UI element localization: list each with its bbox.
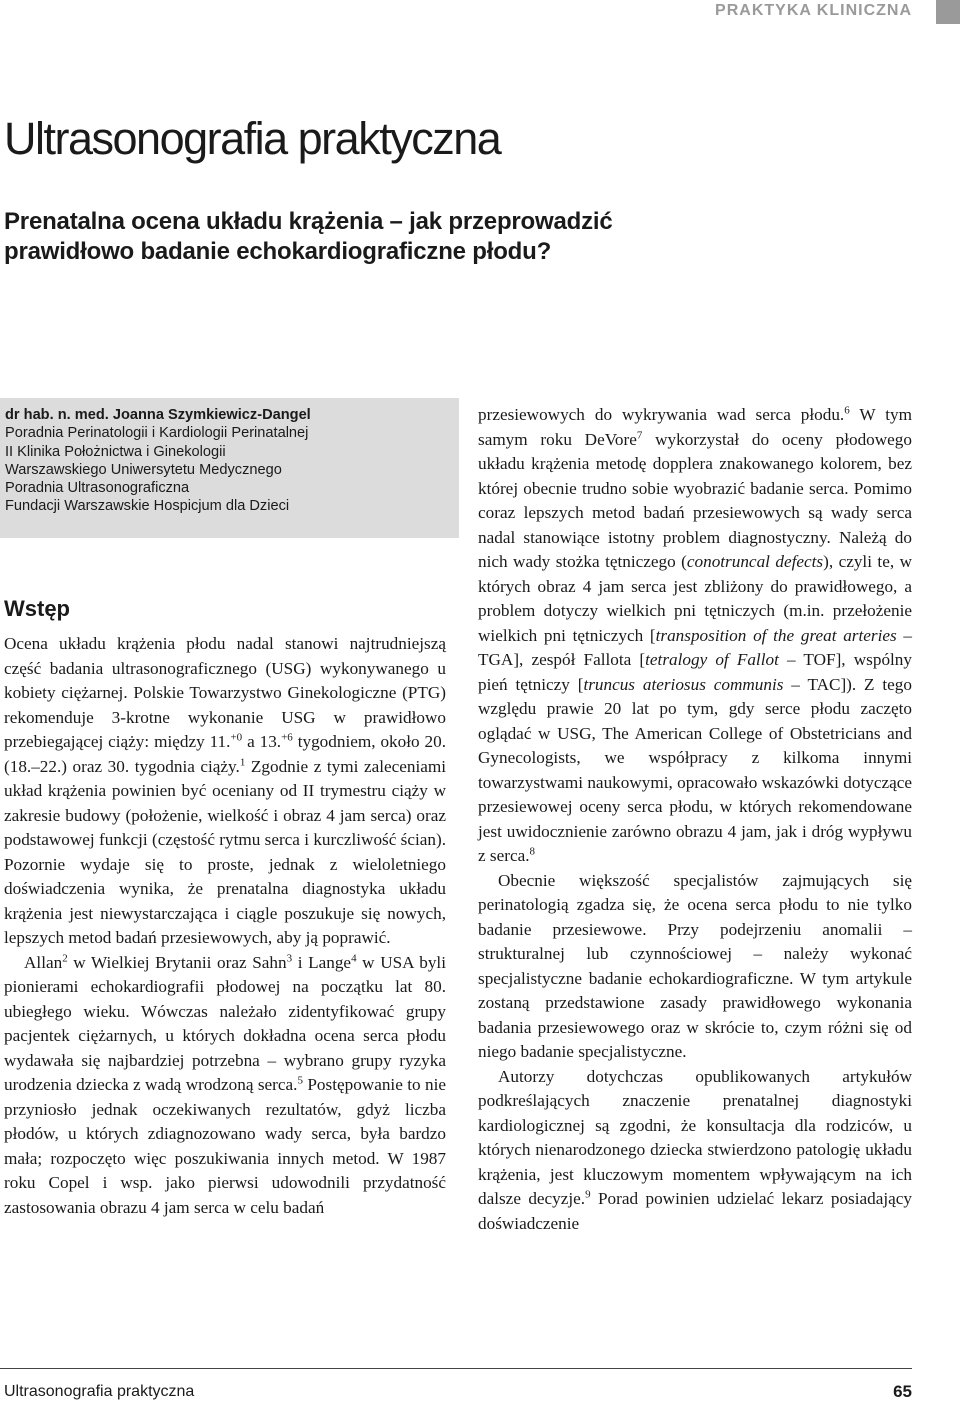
paragraph: przesiewowych do wykrywania wad serca płodu.$^6$ W tym samym roku DeVore$^7$ wykorzystał do oceny płodowego układu krążenia metodę dopplera znakowanego kolorem, bez której obecnie trudno sobie wyobrazić badanie serca. Pomimo coraz lepszych metod badań przesiewowych są wady serca nadal stanowiące istotny problem diagnostyczny. Należą do nich wady stożka tętniczego (conotruncal defects), czyli te, w których obraz 4 jam serca jest zbliżony do prawidłowego, a problem dotyczy wielkich pni tętniczych (m.in. przełożenie wielkich pni tętniczych [transposition of the great arteries – TGA], zespół Fallota [tetralogy of Fallot – TOF], wspólny pień tętniczy [truncus ateriosus communis – TAC]). Z tego względu prawie 20 lat po tym, gdy serce płodu zaczęto oglądać w USG, The American College of Obstetricians and Gynecologists, we współpracy z kilkoma innymi towarzystwami naukowymi, opracowało wskazówki dotyczące przesiewowej oceny serca płodu, w których rekomendowane jest uwidocznienie zarówno obrazu 4 jam, jak i dróg wypływu z serca.$^8$ [478,404,912,865]
author-affiliation: II Klinika Położnictwa i Ginekologii [5,443,226,460]
paragraph: Allan$^2$ w Wielkiej Brytanii oraz Sahn$^3$ i Lange$^4$ w USA byli pionierami echokardiografii płodowej na początku lat 80. ubiegłego wieku. Wówczas należało zidentyfikować grupy pacjentek ciężarnych, u których dokładna ocena serca płodu wydawała się najbardziej potrzebna – wybrano grupy ryzyka urodzenia dziecka z wadą wrodzoną serca.$^5$ Postępowanie to nie przyniosło jednak oczekiwanych rezultatów, gdyż liczba płodów, u których zdiagnozowano wady serca, była bardzo mała; rozpoczęto więc poszukiwania innych metod. W 1987 roku Copel i wsp. jako pierwsi udowodnili przydatność zastosowania obrazu 4 jam serca w celu badań [4,951,446,1217]
paragraph: Autorzy dotychczas opublikowanych artykułów podkreślających znaczenie prenatalnej diagnostyki kardiologicznej są zgodni, że konsultacja dla rodziców, u których nienarodzonego dziecka stwierdzono patologię układu krążenia, jest kluczowym momentem wpływającym na ich dalsze decyzje.$^9$ Porad powinien udzielać lekarz posiadający doświadczenie [478,1066,912,1233]
author-affiliation: Fundacji Warszawskie Hospicjum dla Dzieci [5,498,290,515]
author-affiliation: Poradnia Ultrasonograficzna [5,480,190,497]
footer-divider [0,1368,912,1369]
right-column [478,403,912,1236]
section-heading: Wstęp [4,596,70,621]
author-affiliation: Poradnia Perinatologii i Kardiologii Perinatalnej [5,425,309,442]
left-column [4,632,446,1220]
footer-journal: Ultrasonografia praktyczna [4,1383,195,1400]
article-subtitle [4,207,904,267]
subtitle-line-1: Prenatalna ocena układu krążenia – jak przeprowadzić [4,208,613,235]
paragraph: Obecnie większość specjalistów zajmujących się perinatologią zgadza się, że ocena serca płodu to nie tylko badanie przesiewowe. Przy podejrzeniu anomalii – strukturalnej lub czynnościowej – należy wykonać specjalistyczne badanie echokardiograficzne. W tym artykule zostaną przedstawione zasady prawidłowego wykonania badania przesiewowego oraz w skrócie to, czym różni się od niego badanie specjalistyczne. [478,870,912,1061]
paragraph: Ocena układu krążenia płodu nadal stanowi najtrudniejszą część badania ultrasonograficznego (USG) wykonywanego u kobiety ciężarnej. Polskie Towarzystwo Ginekologiczne (PTG) rekomenduje 3-krotne wykonanie USG w prawidłowo przebiegającej ciąży: między 11.$^{+0}$ a 13.$^{+6}$ tygodniem, około 20. (18.–22.) oraz 30. tygodnia ciąży.$^1$ Zgodnie z tymi zaleceniami układ krążenia powinien być oceniany od II trymestru ciąży w zakresie budowy (położenie, wielkość i obraz 4 jam serca) oraz podstawowej funkcji (częstość rytmu serca i kurczliwość ścian). Pozornie wydaje się to proste, jednak z wieloletniego doświadczenia wynika, że prenatalna diagnostyka układu krążenia jest niewystarczająca i ciągle poszukuje się nowych, lepszych metod badań przesiewowych, aby ją poprawić. [4,634,447,947]
subtitle-line-2: prawidłowo badanie echokardiograficzne płodu? [4,238,552,265]
page-number: 65 [893,1382,912,1401]
author-name: dr hab. n. med. Joanna Szymkiewicz-Dangel [5,407,311,423]
author-box [0,398,459,538]
section-label: PRAKTYKA KLINICZNA [715,2,912,19]
page-title: Ultrasonografia praktyczna [4,113,501,164]
author-affiliation: Warszawskiego Uniwersytetu Medycznego [5,461,282,478]
corner-block [936,0,960,24]
